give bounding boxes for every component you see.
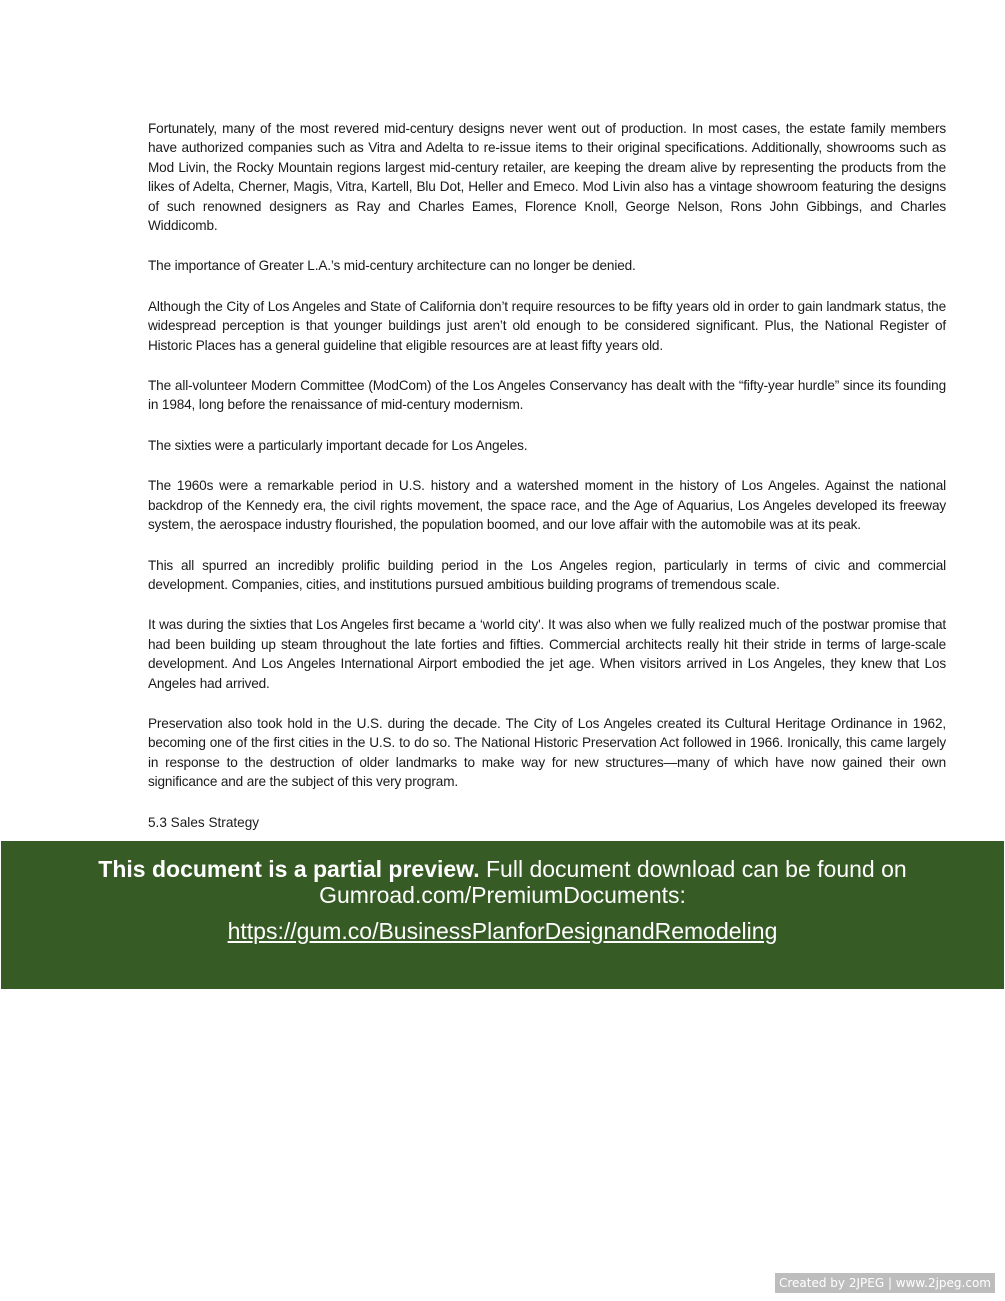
paragraph-preservation: Preservation also took hold in the U.S. during the decade. The City of Los Angeles created its Cultural Heritage Ordinance in 1962, becoming one of the first cities in the U.S. to do so. The National Historic Preservation Act followed in 1966. Ironically, this came largely in response to the destruction of older landmarks to make way for new structures—many of which have now gained their own significance and are the subject of this very program. [148, 715, 946, 790]
download-link[interactable]: https://gum.co/BusinessPlanforDesignandRemodeling [227, 918, 778, 944]
paragraph-landmark-status: Although the City of Los Angeles and State of California don’t require resources to be fifty years old in order to gain landmark status, the widespread perception is that younger buildings just aren’t old enough to be considered significant. Plus, the National Register of Historic Places has a general guideline that eligible resources are at least fifty years old. [148, 298, 946, 353]
paragraph-building-period: This all spurred an incredibly prolific building period in the Los Angeles region, particularly in terms of civic and commercial development. Companies, cities, and institutions pursued ambitious building programs of tremendous scale. [148, 557, 946, 592]
banner-message [61, 856, 944, 908]
preview-banner [1, 841, 1004, 989]
paragraph-world-city: It was during the sixties that Los Angeles first became a ‘world city'. It was also when we fully realized much of the postwar promise that had been building up steam throughout the late forties and fifties. Commercial architects really hit their stride in terms of large-scale development. And Los Angeles International Airport embodied the jet age. When visitors arrived in Los Angeles, they knew that Los Angeles had arrived. [148, 617, 946, 691]
paragraph-modcom: The all-volunteer Modern Committee (ModCom) of the Los Angeles Conservancy has dealt with the “fifty-year hurdle” since its founding in 1984, long before the renaissance of mid-century modernism. [148, 378, 946, 413]
paragraph-importance: The importance of Greater L.A.’s mid-century architecture can no longer be denied. [148, 258, 636, 274]
banner-normal-text: Full document download can be found on Gumroad.com/PremiumDocuments: [319, 856, 907, 908]
document-body [148, 119, 946, 832]
banner-bold-text: This document is a partial preview. [98, 856, 480, 882]
paragraph-sixties-intro: The sixties were a particularly important decade for Los Angeles. [148, 437, 528, 453]
watermark-badge: Created by 2JPEG | www.2jpeg.com [775, 1273, 995, 1293]
paragraph-1960s: The 1960s were a remarkable period in U.S. history and a watershed moment in the history of Los Angeles. Against the national backdrop of the Kennedy era, the civil rights movement, the space race, and the Age of Aquarius, Los Angeles developed its freeway system, the aerospace industry flourished, the population boomed, and our love affair with the automobile was at its peak. [148, 478, 946, 533]
section-heading: 5.3 Sales Strategy [148, 814, 260, 830]
paragraph-mid-century-production: Fortunately, many of the most revered mid-century designs never went out of production. In most cases, the estate family members have authorized companies such as Vitra and Adelta to re-issue items to their original specifications. Additionally, showrooms such as Mod Livin, the Rocky Mountain regions largest mid-century retailer, are keeping the dream alive by representing the products from the likes of Adelta, Cherner, Magis, Vitra, Kartell, Blu Dot, Heller and Emeco. Mod Livin also has a vintage showroom featuring the designs of such renowned designers as Ray and Charles Eames, Florence Knoll, George Nelson, Rons John Gibbings, and Charles Widdicomb. [148, 121, 946, 234]
